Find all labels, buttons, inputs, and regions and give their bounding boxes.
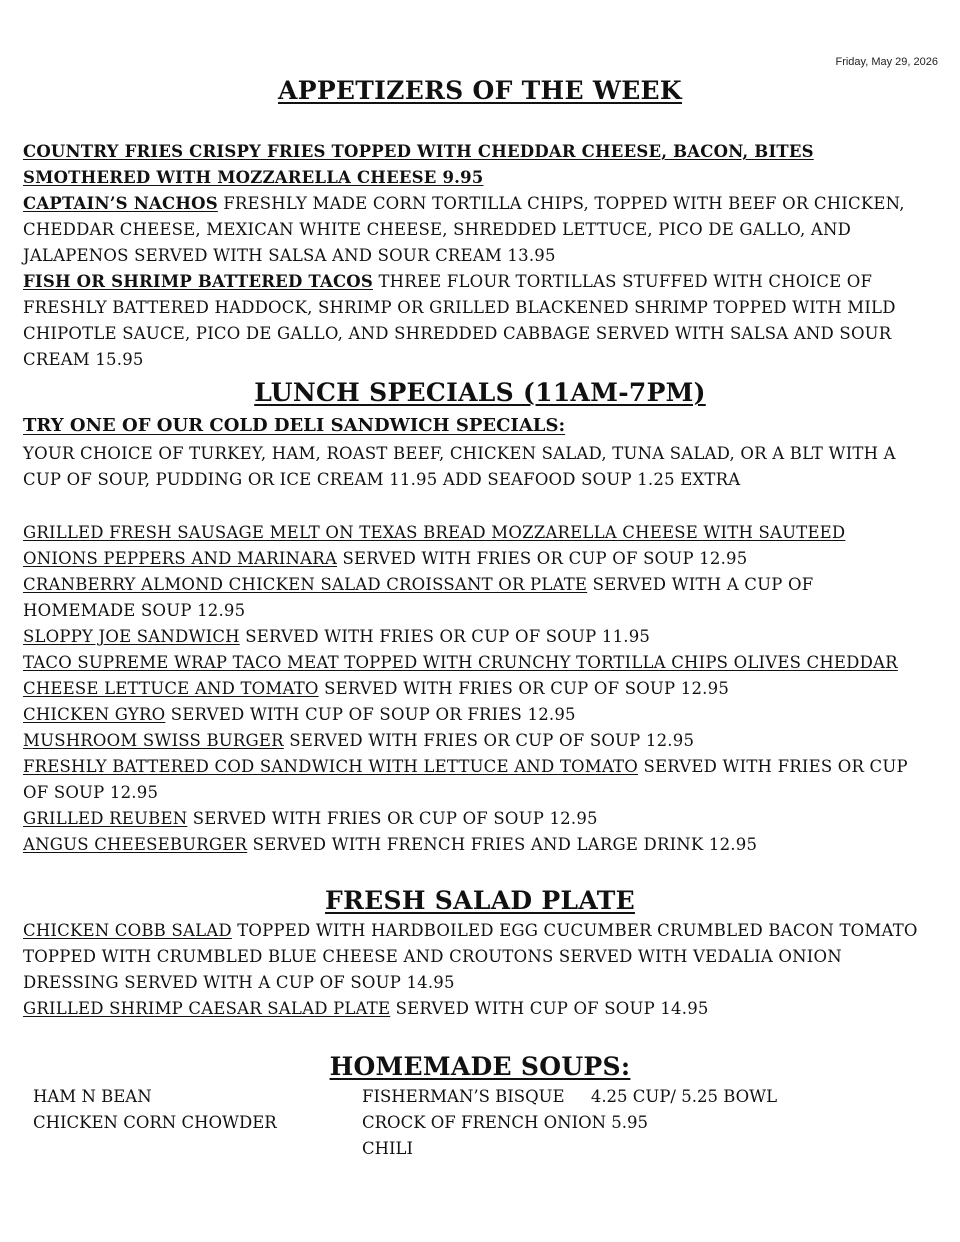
- salad-heading: FRESH SALAD PLATE: [325, 886, 635, 915]
- soups-heading: HOMEMADE SOUPS:: [329, 1052, 631, 1081]
- deli-description: YOUR CHOICE OF TURKEY, HAM, ROAST BEEF, CHICKEN SALAD, TUNA SALAD, OR A BLT WITH A CUP OF SOUP, PUDDING OR ICE CREAM 11.95 ADD SEAFOOD SOUP 1.25 EXTRA: [23, 444, 896, 489]
- salad-item: [23, 996, 923, 1022]
- soup-item: CHILI: [362, 1139, 414, 1158]
- lunch-item: [23, 650, 923, 702]
- lunch-item-desc: SERVED WITH FRIES OR CUP OF SOUP 12.95: [23, 757, 908, 802]
- lunch-specials-heading: LUNCH SPECIALS (11AM-7PM): [254, 378, 706, 407]
- appetizer-name: COUNTRY FRIES CRISPY FRIES TOPPED WITH CHEDDAR CHEESE, BACON, BITES SMOTHERED WITH MOZZARELLA CHEESE 9.95: [23, 142, 814, 187]
- appetizers-list: [23, 139, 923, 373]
- appetizer-desc: FRESHLY MADE CORN TORTILLA CHIPS, TOPPED WITH BEEF OR CHICKEN, CHEDDAR CHEESE, MEXICAN WHITE CHEESE, SHREDDED LETTUCE, PICO DE GALLO, AND JALAPENOS SERVED WITH SALSA AND SOUR CREAM 13.95: [23, 194, 905, 265]
- salad-item-desc: SERVED WITH CUP OF SOUP 14.95: [390, 999, 709, 1018]
- appetizer-item-tacos: [23, 269, 923, 373]
- lunch-item: [23, 624, 923, 650]
- appetizers-heading: APPETIZERS OF THE WEEK: [278, 76, 682, 105]
- lunch-item-desc: SERVED WITH FRIES OR CUP OF SOUP 12.95: [283, 731, 695, 750]
- lunch-item: [23, 702, 923, 728]
- lunch-item-name: CRANBERRY ALMOND CHICKEN SALAD CROISSANT OR PLATE: [23, 575, 588, 594]
- lunch-item-desc: SERVED WITH A CUP OF HOMEMADE SOUP 12.95: [23, 575, 814, 620]
- salad-item-desc: TOPPED WITH HARDBOILED EGG CUCUMBER CRUMBLED BACON TOMATO TOPPED WITH CRUMBLED BLUE CHEESE AND CROUTONS SERVED WITH VEDALIA ONION DRESSING SERVED WITH A CUP OF SOUP 14.95: [23, 921, 918, 992]
- lunch-item: [23, 728, 923, 754]
- salad-item: [23, 918, 923, 996]
- lunch-item-desc: SERVED WITH FRIES OR CUP OF SOUP 12.95: [337, 549, 748, 568]
- lunch-item-name: GRILLED FRESH SAUSAGE MELT ON TEXAS BREAD MOZZARELLA CHEESE WITH SAUTEED ONIONS PEPPERS AND MARINARA: [23, 523, 846, 568]
- lunch-item-desc: SERVED WITH FRIES OR CUP OF SOUP 12.95: [318, 679, 730, 698]
- soups-left-column: [33, 1084, 277, 1136]
- soups-right-column: [362, 1084, 777, 1162]
- menu-date: Friday, May 29, 2026: [835, 56, 938, 68]
- lunch-item-desc: SERVED WITH FRIES OR CUP OF SOUP 12.95: [187, 809, 598, 828]
- lunch-items-list: [23, 520, 923, 858]
- lunch-item-desc: SERVED WITH FRENCH FRIES AND LARGE DRINK 12.95: [247, 835, 758, 854]
- appetizer-name: FISH OR SHRIMP BATTERED TACOS: [23, 272, 373, 291]
- lunch-item: [23, 806, 923, 832]
- soup-item: CROCK OF FRENCH ONION 5.95: [362, 1113, 649, 1132]
- lunch-item: [23, 520, 923, 572]
- soup-item: FISHERMAN’S BISQUE 4.25 CUP/ 5.25 BOWL: [362, 1087, 778, 1106]
- lunch-item: [23, 832, 923, 858]
- lunch-item-name: FRESHLY BATTERED COD SANDWICH WITH LETTUCE AND TOMATO: [23, 757, 638, 776]
- lunch-item-desc: SERVED WITH FRIES OR CUP OF SOUP 11.95: [239, 627, 651, 646]
- lunch-item-name: ANGUS CHEESEBURGER: [23, 835, 248, 854]
- soup-item: HAM N BEAN: [33, 1087, 152, 1106]
- appetizer-item-country-fries: [23, 139, 923, 191]
- lunch-item-name: GRILLED REUBEN: [23, 809, 188, 828]
- salad-list: [23, 918, 923, 1022]
- deli-subheading: TRY ONE OF OUR COLD DELI SANDWICH SPECIALS:: [23, 415, 566, 436]
- lunch-item-name: MUSHROOM SWISS BURGER: [23, 731, 284, 750]
- appetizer-name: CAPTAIN’S NACHOS: [23, 194, 218, 213]
- lunch-item-name: CHICKEN GYRO: [23, 705, 166, 724]
- salad-item-name: GRILLED SHRIMP CAESAR SALAD PLATE: [23, 999, 391, 1018]
- lunch-item-desc: SERVED WITH CUP OF SOUP OR FRIES 12.95: [165, 705, 576, 724]
- soup-item: CHICKEN CORN CHOWDER: [33, 1113, 277, 1132]
- salad-item-name: CHICKEN COBB SALAD: [23, 921, 232, 940]
- lunch-item-name: TACO SUPREME WRAP TACO MEAT TOPPED WITH CRUNCHY TORTILLA CHIPS OLIVES CHEDDAR CHEESE LETTUCE AND TOMATO: [23, 653, 898, 698]
- appetizer-item-nachos: [23, 191, 923, 269]
- lunch-item: [23, 572, 923, 624]
- lunch-item: [23, 754, 923, 806]
- lunch-item-name: SLOPPY JOE SANDWICH: [23, 627, 240, 646]
- appetizer-desc: THREE FLOUR TORTILLAS STUFFED WITH CHOICE OF FRESHLY BATTERED HADDOCK, SHRIMP OR GRILLED BLACKENED SHRIMP TOPPED WITH MILD CHIPOTLE SAUCE, PICO DE GALLO, AND SHREDDED CABBAGE SERVED WITH SALSA AND SOUR CREAM 15.95: [23, 272, 896, 369]
